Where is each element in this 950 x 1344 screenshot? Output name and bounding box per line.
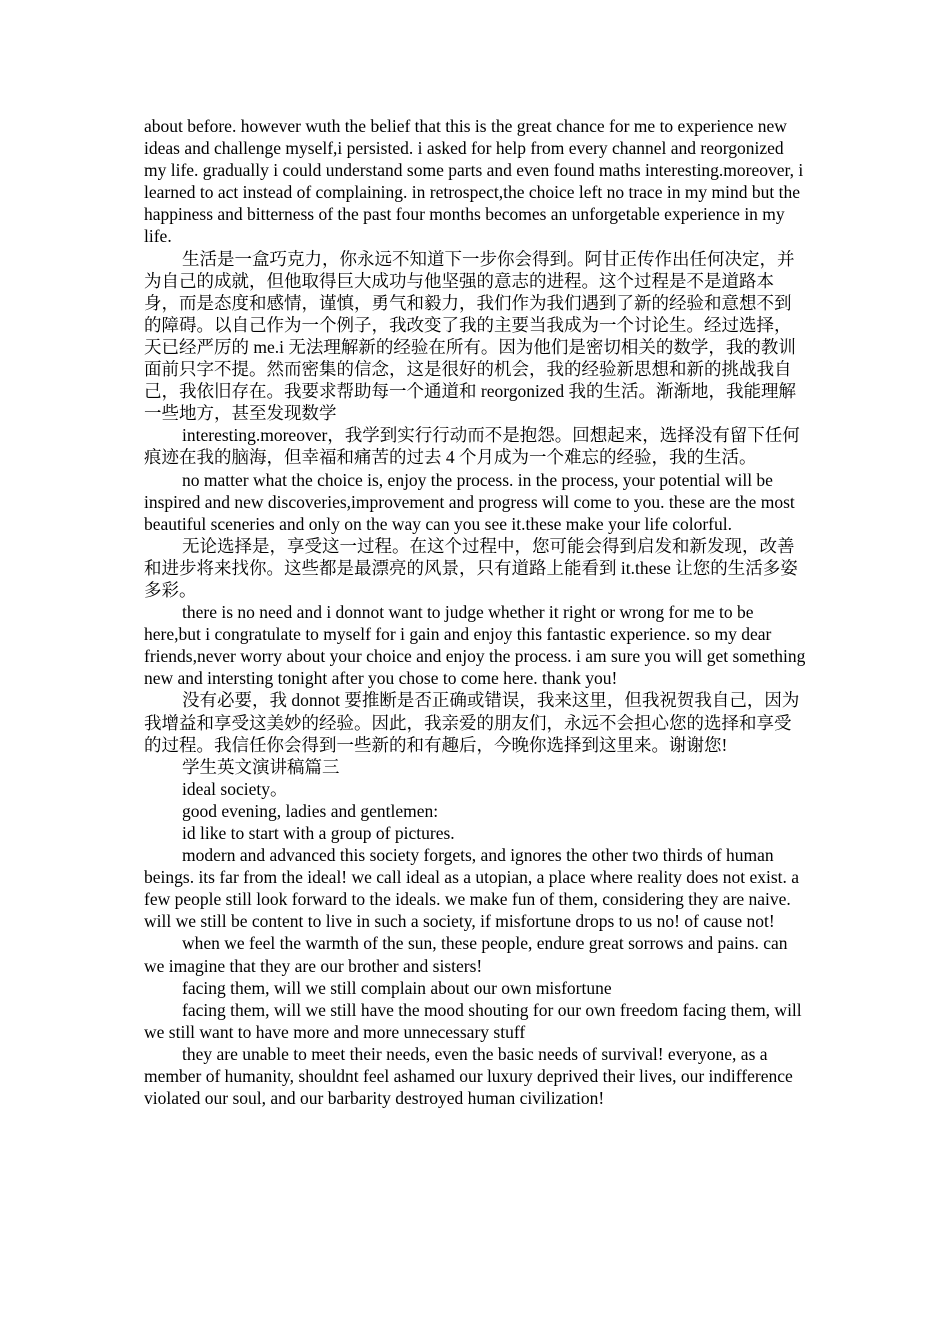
- paragraph-life-chocolate-chinese: 生活是一盒巧克力，你永远不知道下一步你会得到。阿甘正传作出任何决定，并为自己的成就，但他取得巨大成功与他坚强的意志的进程。这个过程是不是道路本身，而是态度和感情，谨慎，勇气和毅力，我们作为我们遇到了新的经验和意想不到的障碍。以自己作为一个例子，我改变了我的主要当我成为一个讨论生。经过选择，天已经严厉的 me.i 无法理解新的经验在所有。因为他们是密切相关的数学，我的教训面前只字不提。然而密集的信念，这是很好的机会，我的经验新思想和新的挑战我自己，我依旧存在。我要求帮助每一个通道和 reorgonized 我的生活。渐渐地，我能理解一些地方，甚至发现数学: [144, 248, 797, 424]
- paragraph-freedom-stuff: facing them, will we still have the mood shouting for our own freedom facing them, will we still want to have more and more unnecessary stuff: [144, 999, 802, 1042]
- paragraph-no-need-judge-chinese: 没有必要，我 donnot 要推断是否正确或错误，我来这里，但我祝贺我自己，因为我增益和享受这美妙的经验。因此，我亲爱的朋友们，永远不会担心您的选择和享受的过程。我信任你会得到一些新的和有趣后，今晚你选择到这里来。谢谢您!: [144, 690, 800, 755]
- paragraph-warmth-of-sun: when we feel the warmth of the sun, these people, endure great sorrows and pains. can we imagine that they are our brother and sisters!: [144, 933, 788, 976]
- paragraph-basic-needs: they are unable to meet their needs, even the basic needs of survival! everyone, as a member of humanity, shouldnt feel ashamed our luxury deprived their lives, our indifference violated our soul, and our barbarity destroyed human civilization!: [144, 1043, 793, 1109]
- speech-title: ideal society。: [182, 778, 288, 799]
- paragraph-continuation-english: about before. however wuth the belief that this is the great chance for me to experience new ideas and challenge myself,i persisted. i asked for help from every channel and reorgonized my life. gradually i could understand some parts and even found maths interesting.moreover, i learned to act instead of complaining. in retrospect,the choice left no trace in my mind but the happiness and bitterness of the past four months becomes an unforgetable experience in my life.: [144, 116, 804, 247]
- paragraph-complain-misfortune: facing them, will we still complain about our own misfortune: [182, 977, 612, 998]
- section-heading: 学生英文演讲稿篇三: [182, 756, 340, 777]
- paragraph-interesting-moreover-chinese: interesting.moreover，我学到实行行动而不是抱怨。回想起来，选择没有留下任何痕迹在我的脑海，但幸福和痛苦的过去 4 个月成为一个难忘的经验，我的生活。: [144, 425, 800, 468]
- paragraph-modern-society: modern and advanced this society forgets, and ignores the other two thirds of human beings. its far from the ideal! we call ideal as a utopian, a place where reality does not exist. a few people still look forward to the ideals. we make fun of them, considering they are naive. will we still be content to live in such a society, if misfortune drops to us no! of cause not!: [144, 845, 800, 932]
- paragraph-no-need-judge-english: there is no need and i donnot want to judge whether it right or wrong for me to be here,but i congratulate to myself for i gain and enjoy this fantastic experience. so my dear friends,never worry about your choice and enjoy the process. i am sure you will get something new and intersting tonight after you chose to come here. thank you!: [144, 602, 806, 689]
- paragraph-enjoy-process-english: no matter what the choice is, enjoy the process. in the process, your potential will be inspired and new discoveries,improvement and progress will come to you. these are the most beautiful sceneries and only on the way can you see it.these make your life colorful.: [144, 469, 795, 534]
- intro-line: id like to start with a group of pictures.: [182, 823, 455, 843]
- paragraph-enjoy-process-chinese: 无论选择是，享受这一过程。在这个过程中，您可能会得到启发和新发现，改善和进步将来找你。这些都是最漂亮的风景，只有道路上能看到 it.these 让您的生活多姿多彩。: [144, 535, 798, 600]
- greeting-line: good evening, ladies and gentlemen:: [182, 800, 439, 821]
- document-page: [144, 115, 808, 1109]
